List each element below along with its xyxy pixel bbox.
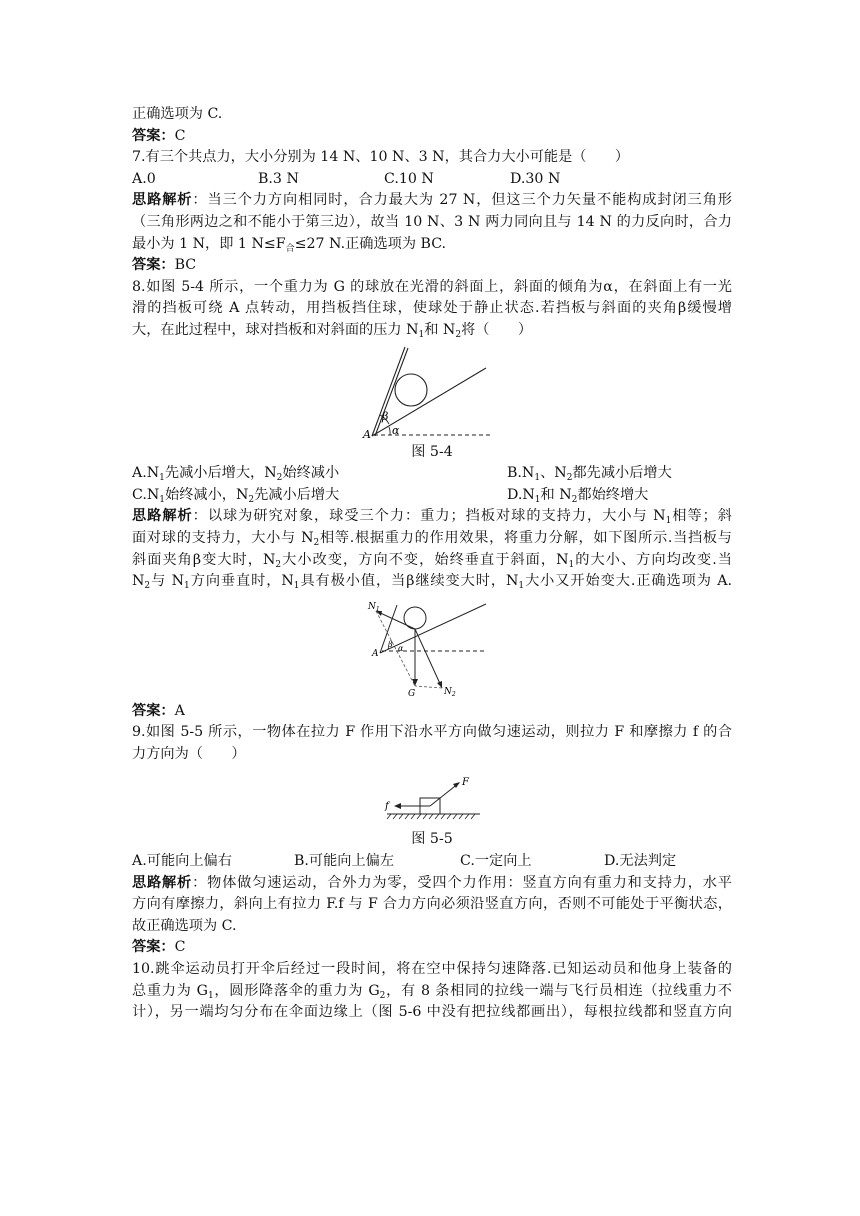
solution-7-line: （三角形两边之和不能小于第三边），故当 10 N、3 N 两力同向且与 14 N 的力反向时，合力: [132, 213, 732, 230]
label-f-pull: F: [462, 777, 469, 789]
figure-5-5: [132, 773, 732, 829]
solution-8-line: $N_2$与 $N_1$方向垂直时，$N_1$具有极小值，当β继续变大时，$N_1$大小又开始变大.正确选项为 A.: [132, 573, 732, 592]
option-a: $A.N_1$先减小后增大，$N_2$始终减小: [132, 465, 340, 484]
label-a: A: [372, 648, 379, 659]
question-9: 9.如图 5-5 所示，一物体在拉力 F 作用下沿水平方向做匀速运动，则拉力 F 和摩擦力 f 的合: [132, 724, 732, 741]
label-n2: $N_2$: [444, 686, 456, 698]
label-beta: β: [388, 639, 393, 649]
label-n1: $N_1$: [368, 601, 380, 613]
solution-9-line: 故正确选项为 C.: [132, 917, 237, 934]
text-line: 正确选项为 C.: [132, 106, 223, 122]
option-b: B.可能向上偏左: [294, 853, 395, 870]
option-b: B.3 N: [258, 170, 299, 187]
question-10: 10.跳伞运动员打开伞后经过一段时间，将在空中保持匀速降落.已知运动员和他身上装备的: [132, 961, 732, 978]
label-alpha: α: [392, 423, 400, 437]
question-7: 7.有三个共点力，大小分别为 14 N、10 N、3 N，其合力大小可能是（ ）: [132, 149, 630, 166]
option-d: D.30 N: [510, 170, 561, 187]
question-8-line: 滑的挡板可绕 A 点转动，用挡板挡住球，使球处于静止状态.若挡板与斜面的夹角β缓慢增: [132, 300, 732, 317]
block-force-diagram: [382, 773, 482, 829]
solution-8-line: 斜面夹角β变大时，$N_2$大小改变，方向不变，始终垂直于斜面，$N_1$的大小、方向均改变.当: [132, 551, 732, 570]
answer-line: 答案：BC: [132, 257, 197, 274]
question-8-options-row: [132, 485, 732, 507]
question-10-line: 计），另一端均匀分布在伞面边缘上（图 5-6 中没有把拉线都画出），每根拉线都和竖直方向: [132, 1004, 732, 1021]
answer-line: 答案：C: [132, 939, 186, 956]
document-page: [132, 104, 732, 1024]
answer-line: 答案：A: [132, 702, 185, 719]
label-alpha: α: [398, 643, 404, 653]
option-d: D.无法判定: [604, 853, 677, 870]
answer-value: A: [174, 702, 185, 719]
option-c: C.一定向上: [460, 853, 532, 870]
solution-7-line: 最小为 1 N，即 1 $N\le F_合\le 27$ N.正确选项为 BC.: [132, 235, 447, 254]
incline-board-diagram: [362, 342, 502, 442]
force-decomposition-diagram: [362, 601, 502, 701]
figure-caption: 图 5-5: [411, 831, 453, 848]
answer-value: C: [174, 127, 186, 144]
question-9-line: 力方向为（ ）: [132, 745, 246, 762]
option-a: A.可能向上偏右: [132, 853, 232, 870]
label-g: G: [408, 688, 416, 699]
solution-8: 思路解析：以球为研究对象，球受三个力：重力；挡板对球的支持力，大小与 $N_1$相等；斜: [132, 508, 732, 527]
analysis-label: 思路解析: [132, 192, 193, 209]
figure-5-4: [132, 342, 732, 442]
solution-9-line: 方向有摩擦力，斜向上有拉力 F.f 与 F 合力方向必须沿竖直方向，否则不可能处于平衡状态，: [132, 896, 732, 913]
solution-9: 思路解析：物体做匀速运动，合外力为零，受四个力作用：竖直方向有重力和支持力，水平: [132, 874, 732, 891]
answer-line: [132, 126, 732, 148]
question-9-options: [132, 851, 732, 873]
force-decomposition-figure: [132, 601, 732, 701]
option-c: $C.N_1$始终减小，$N_2$先减小后增大: [132, 486, 340, 505]
answer-value: BC: [174, 257, 197, 274]
option-d: $D.N_1$和 $N_2$都始终增大: [507, 486, 649, 505]
answer-value: C: [174, 939, 186, 956]
question-8-options-row: [132, 463, 732, 485]
label-beta: β: [382, 409, 389, 423]
question-10-line: 总重力为 $G_1$，圆形降落伞的重力为 $G_2$，有 8 条相同的拉线一端与飞行员相连（拉线重力不: [132, 982, 732, 1001]
question-8-line: 大，在此过程中，球对挡板和对斜面的压力 $N_1$和 $N_2$将（ ）: [132, 321, 533, 340]
question-7-options: [132, 169, 732, 191]
question-8: 8.如图 5-4 所示，一个重力为 G 的球放在光滑的斜面上，斜面的倾角为α，在斜面上有一光: [132, 278, 732, 295]
figure-caption: 图 5-4: [411, 443, 453, 460]
answer-label: 答案：: [132, 127, 175, 144]
solution-8-line: 面对球的支持力，大小与 $N_2$相等.根据重力的作用效果，将重力分解，如下图所示.当挡板与: [132, 529, 732, 548]
solution-7: 思路解析：当三个力方向相同时，合力最大为 27 N，但这三个力矢量不能构成封闭三角形: [132, 192, 732, 209]
label-a: A: [363, 427, 371, 441]
label-f-friction: f: [385, 801, 389, 813]
option-c: C.10 N: [384, 170, 434, 187]
option-a: A.0: [132, 170, 156, 187]
option-b: $B.N_1$、$N_2$都先减小后增大: [507, 465, 672, 484]
